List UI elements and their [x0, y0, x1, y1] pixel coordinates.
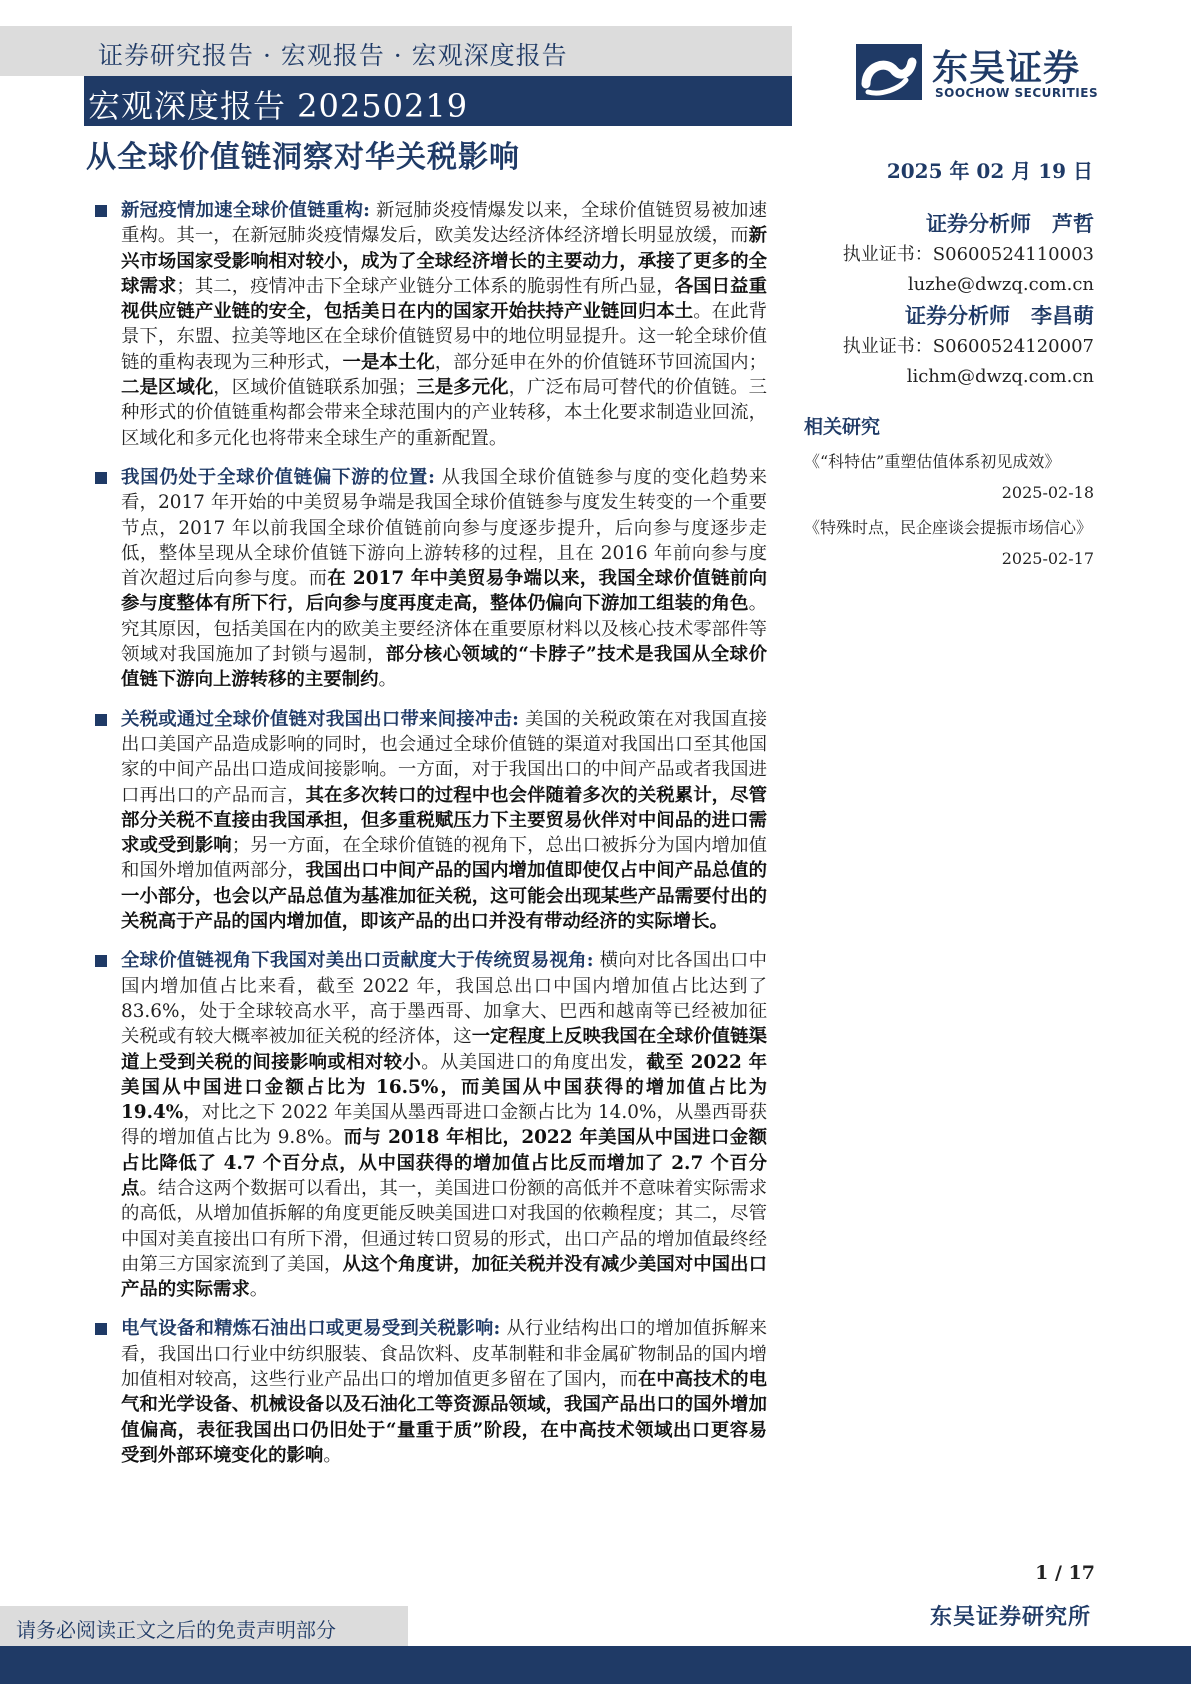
bullet-emphasis: 截至 2022 年美国从中国进口金额占比为 16.5%，而美国从中国获得的增加值占比为 19.4%	[121, 1051, 767, 1124]
bullet-emphasis: 在 2017 年中美贸易争端以来，我国全球价值链前向参与度整体有所下行，后向参与度再度走高，整体仍偏向下游加工组装的角色	[121, 568, 767, 615]
analyst-email[interactable]: lichm@dwzq.com.cn	[906, 366, 1094, 387]
bullet-square-icon	[95, 205, 107, 217]
summary-bullet	[95, 948, 767, 1302]
related-research-title: 相关研究	[804, 416, 881, 438]
bullet-text: 。	[378, 669, 397, 691]
company-logo	[856, 44, 1106, 104]
bullet-emphasis: 一定程度上反映我国在全球价值链渠道上受到关税的间接影响或相对较小	[121, 1026, 767, 1073]
bullet-emphasis: 各国日益重视供应链产业链的安全，包括美日在内的国家开始扶持产业链回归本土	[121, 275, 767, 323]
summary-bullet	[95, 1316, 767, 1468]
summary-bullet	[95, 198, 767, 451]
bullet-square-icon	[95, 955, 107, 967]
bullet-text: ；另一方面，在全球价值链的视角下，总出口被拆分为国内增加值和国外增加值两部分，	[121, 835, 767, 882]
bullet-text: 新冠肺炎疫情爆发以来，全球价值链贸易被加速重构。其一，在新冠肺炎疫情爆发后，欧美发达经济体经济增长明显放缓，而	[121, 200, 767, 247]
research-institute: 东吴证券研究所	[929, 1604, 1091, 1630]
sidebar	[804, 208, 1094, 579]
bullet-text: 。究其原因，包括美国在内的欧美主要经济体在重要原材料以及核心技术零部件等领域对我国施加了封锁与遏制，	[121, 593, 767, 666]
report-category: 证券研究报告 · 宏观报告 · 宏观深度报告	[98, 41, 568, 70]
bullet-text: 。结合这两个数据可以看出，其一，美国进口份额的高低并不意味着实际需求的高低，从增加值拆解的角度更能反映美国进口对我国的依赖程度；其二，尽管中国对美直接出口有所下滑，但通过转口贸易的形式，出口产品的增加值最终经由第三方国家流到了美国，	[121, 1177, 767, 1275]
related-research-link[interactable]: 《“科特估”重塑估值体系初见成效》	[804, 452, 1061, 471]
bullet-text: ；其二，疫情冲击下全球产业链分工体系的脆弱性有所凸显，	[176, 275, 675, 297]
bullet-text: 从行业结构出口的增加值拆解来看，我国出口行业中纺织服装、食品饮料、皮革制鞋和非金属矿物制品的国内增加值相对较高，这些行业产品出口的增加值更多留在了国内，而	[121, 1318, 767, 1391]
bullet-heading: 关税或通过全球价值链对我国出口带来间接冲击:	[121, 708, 519, 730]
bullet-emphasis: 一是本土化	[342, 351, 435, 373]
bullet-square-icon	[95, 472, 107, 484]
disclaimer-text: 请务必阅读正文之后的免责声明部分	[16, 1618, 336, 1642]
bullet-text: 美国的关税政策在对我国直接出口美国产品造成影响的同时，也会通过全球价值链的渠道对我国出口至其他国家的中间产品出口造成间接影响。一方面，对于我国出口的中间产品或者我国进口再出口的产品而言，	[121, 708, 767, 806]
bullet-square-icon	[95, 714, 107, 726]
bullet-text: ，区域价值链联系加强；	[213, 377, 417, 399]
analyst-name: 证券分析师 李昌萌	[905, 303, 1094, 328]
related-research-item[interactable]	[804, 447, 1094, 509]
bullet-emphasis: 在中高技术的电气和光学设备、机械设备以及石油化工等资源品领域，我国产品出口的国外增加值偏高，表征我国出口仍旧处于“量重于质”阶段，在中高技术领域出口更容易受到外部环境变化的影响	[121, 1369, 767, 1466]
bullet-heading: 全球价值链视角下我国对美出口贡献度大于传统贸易视角:	[121, 950, 594, 972]
related-research-date: 2025-02-18	[1001, 483, 1094, 502]
bullet-heading: 我国仍处于全球价值链偏下游的位置:	[121, 466, 435, 488]
analyst-license: 执业证书：S0600524110003	[842, 244, 1094, 265]
bullet-square-icon	[95, 1323, 107, 1335]
analyst-block	[804, 208, 1094, 300]
bullet-text: 。	[323, 1444, 342, 1466]
bullet-emphasis: 二是区域化	[121, 377, 214, 399]
analyst-name: 证券分析师 芦哲	[926, 211, 1094, 236]
logo-name-cn: 东吴证券	[932, 48, 1081, 89]
analyst-license: 执业证书：S0600524120007	[842, 336, 1094, 357]
bullet-emphasis: 其在多次转口的过程中也会伴随着多次的关税累计，尽管部分关税不直接由我国承担，但多重税赋压力下主要贸易伙伴对中间品的进口需求或受到影响	[121, 784, 767, 857]
disclaimer-box	[0, 1606, 408, 1646]
summary-bullet	[95, 465, 767, 693]
related-research-item[interactable]	[804, 513, 1094, 575]
related-research-date: 2025-02-17	[1001, 549, 1094, 568]
bullet-emphasis: 部分核心领域的“卡脖子”技术是我国从全球价值链下游向上游转移的主要制约	[121, 644, 767, 691]
bullet-emphasis: 三是多元化	[416, 377, 509, 399]
page-title: 从全球价值链洞察对华关税影响	[86, 140, 520, 175]
bullet-text: 。	[249, 1279, 269, 1301]
analyst-email[interactable]: luzhe@dwzq.com.cn	[907, 274, 1094, 295]
report-date: 2025 年 02 月 19 日	[886, 159, 1093, 183]
soochow-logo-icon	[856, 44, 922, 100]
bullet-text: 。从美国进口的角度出发，	[421, 1051, 647, 1073]
bullet-emphasis: 新兴市场国家受影响相对较小，成为了全球经济增长的主要动力，承接了更多的全球需求	[121, 225, 767, 297]
page-number: 1 / 17	[1035, 1562, 1095, 1584]
header-report-type-band	[84, 76, 792, 126]
summary-bullet	[95, 707, 767, 935]
bullet-emphasis: 从这个角度讲，加征关税并没有减少美国对中国出口产品的实际需求	[121, 1253, 767, 1301]
footer-bar	[0, 1646, 1191, 1684]
bullet-text: 。在此背景下，东盟、拉美等地区在全球价值链贸易中的地位明显提升。这一轮全球价值链的重构表现为三种形式，	[121, 301, 767, 373]
bullet-text: ，部分延申在外的价值链环节回流国内；	[434, 351, 767, 373]
bullet-heading: 电气设备和精炼石油出口或更易受到关税影响:	[121, 1318, 501, 1340]
bullet-emphasis: 我国出口中间产品的国内增加值即使仅占中间产品总值的一小部分，也会以产品总值为基准加征关税，这可能会出现某些产品需要付出的关税高于产品的国内增加值，即该产品的出口并没有带动经济的实际增长。	[121, 860, 767, 933]
logo-name-en: SOOCHOW SECURITIES	[935, 86, 1099, 100]
bullet-emphasis: 而与 2018 年相比，2022 年美国从中国进口金额占比降低了 4.7 个百分点，从中国获得的增加值占比反而增加了 2.7 个百分点	[121, 1127, 767, 1199]
bullet-heading: 新冠疫情加速全球价值链重构:	[121, 200, 370, 221]
report-type: 宏观深度报告 20250219	[88, 87, 469, 125]
analyst-block	[804, 300, 1094, 392]
bullet-text: 从我国全球价值链参与度的变化趋势来看，2017 年开始的中美贸易争端是我国全球价值链参与度发生转变的一个重要节点，2017 年以前我国全球价值链前向参与度逐步提升，后向参与度逐步走低，整体呈现从全球价值链下游向上游转移的过程，且在 2016 年前向参与度首次超过后向参与度。而	[121, 466, 767, 590]
bullet-text: ，广泛布局可替代的价值链。三种形式的价值链重构都会带来全球范围内的产业转移，本土化要求制造业回流，区域化和多元化也将带来全球生产的重新配置。	[121, 377, 767, 449]
bullet-text: ，对比之下 2022 年美国从墨西哥进口金额占比为 14.0%，从墨西哥获得的增加值占比为 9.8%。	[121, 1102, 767, 1149]
summary-bullets	[95, 198, 767, 1482]
related-research-link[interactable]: 《特殊时点，民企座谈会提振市场信心》	[804, 518, 1093, 537]
bullet-text: 横向对比各国出口中国内增加值占比来看，截至 2022 年，我国总出口中国内增加值占比达到了 83.6%，处于全球较高水平，高于墨西哥、加拿大、巴西和越南等已经被加征关税或有较大概率被加征关税的经济体，这	[121, 950, 767, 1048]
header-category-band	[0, 26, 792, 76]
